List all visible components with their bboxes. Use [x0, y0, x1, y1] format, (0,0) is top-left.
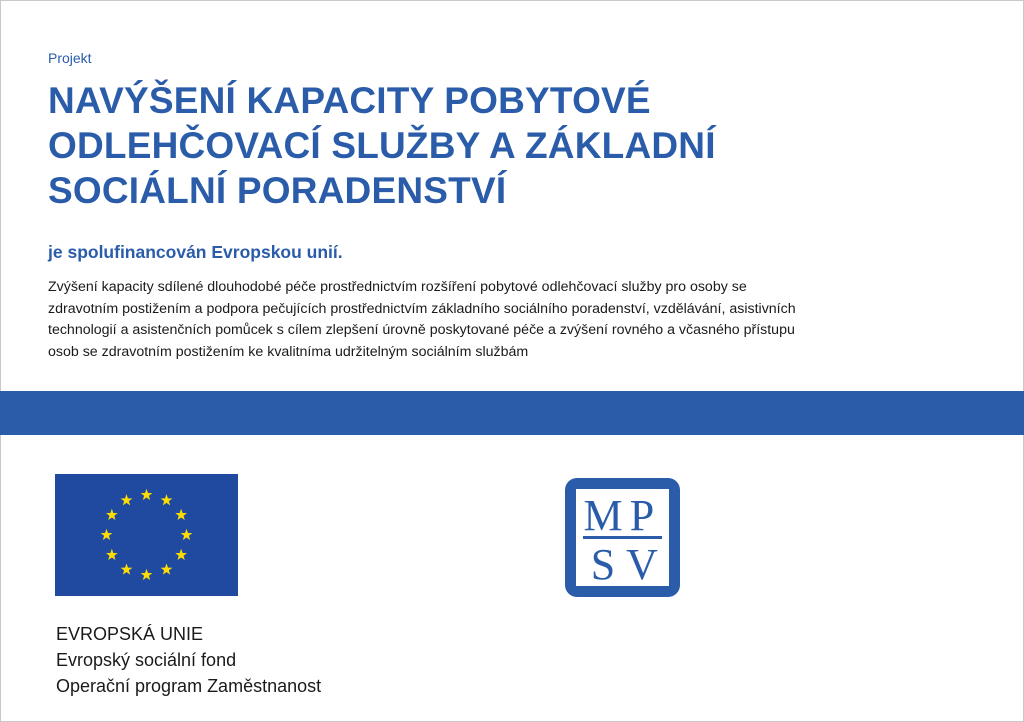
mpsv-logo-icon — [565, 478, 680, 597]
eu-caption-title: EVROPSKÁ UNIE — [56, 624, 204, 644]
project-title — [48, 78, 948, 213]
blue-divider-band — [0, 391, 1024, 435]
eu-caption — [56, 621, 321, 699]
svg-text:M: M — [583, 491, 623, 540]
description-line: technologií a asistenčních pomůcek s cílem zlepšení úrovně poskytované péče a zvýšení rovného a včasného přístupu — [48, 322, 795, 339]
description-line: osob se zdravotním postižením ke kvalitníma udržitelným sociálním službám — [48, 344, 529, 361]
svg-text:V: V — [626, 540, 658, 589]
project-label: Projekt — [48, 50, 92, 66]
project-title-line: NAVÝŠENÍ KAPACITY POBYTOVÉ — [48, 80, 651, 121]
cofinanced-statement: je spolufinancován Evropskou unií. — [48, 242, 343, 262]
description-line: Zvýšení kapacity sdílené dlouhodobé péče prostřednictvím rozšíření pobytové odlehčovací služby pro osoby se — [48, 279, 747, 295]
svg-text:S: S — [590, 540, 616, 589]
project-description — [48, 277, 978, 364]
eu-flag-icon — [55, 474, 238, 596]
project-title-line: SOCIÁLNÍ PORADENSTVÍ — [48, 170, 507, 211]
description-line: zdravotním postižením a podpora pečujících prostřednictvím základního sociálního poradenství, vzdělávání, asistivních — [48, 300, 796, 317]
eu-caption-fund: Evropský sociální fond — [56, 650, 237, 670]
project-title-line: ODLEHČOVACÍ SLUŽBY A ZÁKLADNÍ — [48, 125, 716, 166]
svg-text:P: P — [629, 491, 655, 540]
eu-caption-program: Operační program Zaměstnanost — [56, 676, 322, 696]
